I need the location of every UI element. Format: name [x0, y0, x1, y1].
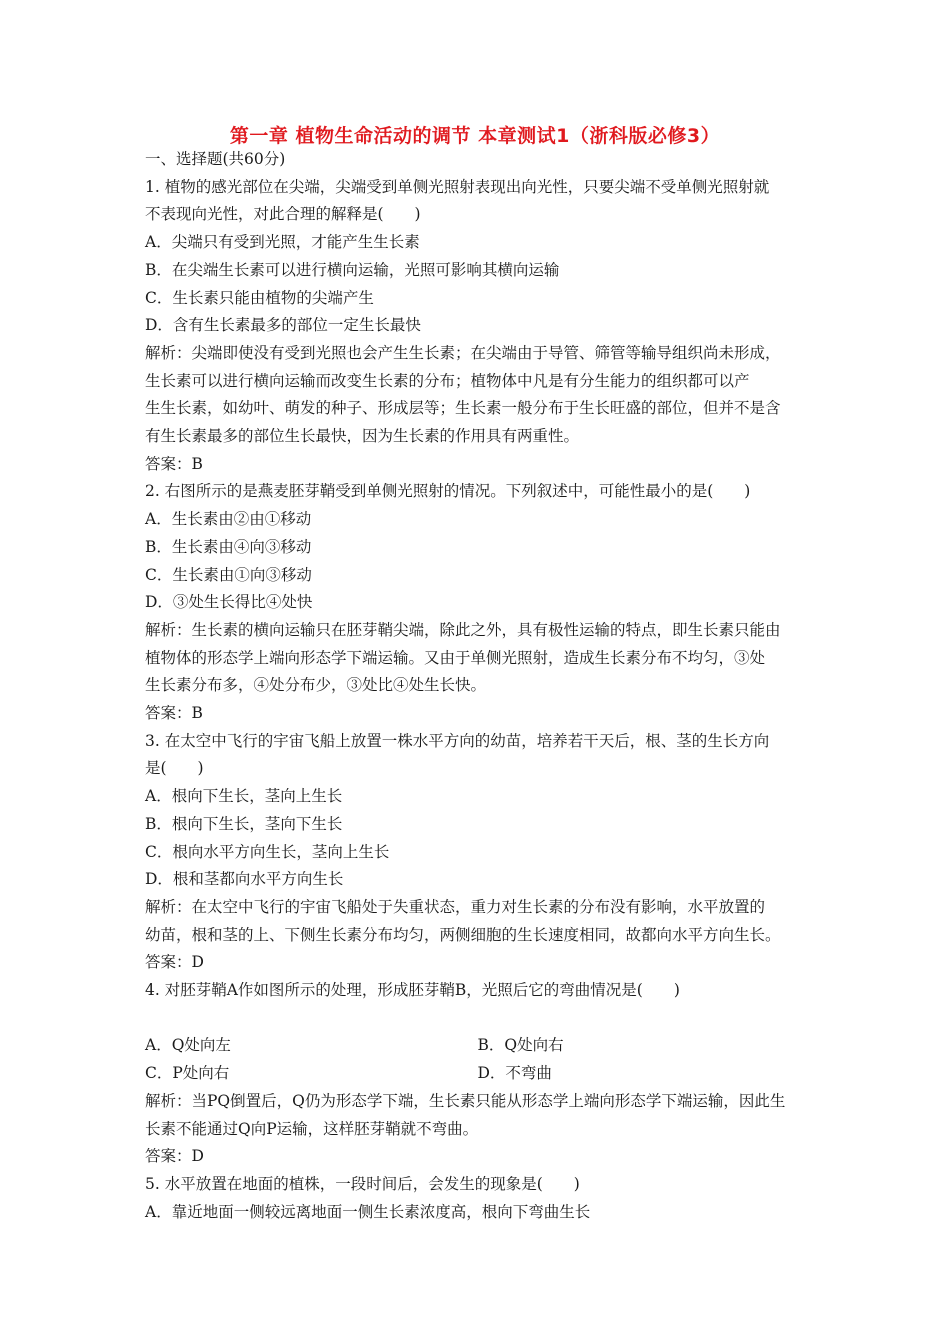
- q2-explanation-line-1: 解析：生长素的横向运输只在胚芽鞘尖端，除此之外，具有极性运输的特点，即生长素只能由: [145, 620, 781, 639]
- q5-option-a: A．靠近地面一侧较远离地面一侧生长素浓度高，根向下弯曲生长: [145, 1202, 591, 1221]
- q1-explanation-line-3: 生生长素，如幼叶、萌发的种子、形成层等；生长素一般分布于生长旺盛的部位，但并不是含: [145, 399, 781, 418]
- q3-option-c: C．根向水平方向生长，茎向上生长: [145, 842, 390, 861]
- q5-stem: 5. 水平放置在地面的植株，一段时间后，会发生的现象是( ): [145, 1175, 580, 1193]
- q1-answer: 答案：B: [145, 454, 203, 473]
- q4-answer: 答案：D: [145, 1147, 204, 1166]
- q4-option-d: D．不弯曲: [477, 1064, 552, 1083]
- q1-option-b: B．在尖端生长素可以进行横向运输，光照可影响其横向运输: [145, 260, 560, 279]
- q1-explanation-line-1: 解析：尖端即使没有受到光照也会产生生长素；在尖端由于导管、筛管等输导组织尚未形成，: [145, 343, 781, 362]
- q2-explanation-line-2: 植物体的形态学上端向形态学下端运输。又由于单侧光照射，造成生长素分布不均匀，③处: [145, 648, 766, 667]
- q3-option-a: A．根向下生长，茎向上生长: [145, 787, 343, 806]
- q2-option-b: B．生长素由④向③移动: [145, 537, 312, 556]
- q2-stem: 2. 右图所示的是燕麦胚芽鞘受到单侧光照射的情况。下列叙述中，可能性最小的是( ): [145, 482, 751, 501]
- q3-option-b: B．根向下生长，茎向下生长: [145, 814, 343, 833]
- q3-explanation-line-1: 解析：在太空中飞行的宇宙飞船处于失重状态，重力对生长素的分布没有影响，水平放置的: [145, 897, 766, 916]
- q1-stem-line-2: 不表现向光性，对此合理的解释是( ): [145, 205, 421, 224]
- q4-explanation-line-1: 解析：当PQ倒置后，Q仍为形态学下端，生长素只能从形态学上端向形态学下端运输，因此生: [145, 1091, 786, 1110]
- document-title: 第一章 植物生命活动的调节 本章测试1（浙科版必修3）: [229, 125, 721, 147]
- q3-explanation-line-2: 幼苗，根和茎的上、下侧生长素分布均匀，两侧细胞的生长速度相同，故都向水平方向生长。: [145, 925, 781, 944]
- q2-option-a: A．生长素由②由①移动: [145, 510, 312, 529]
- section-heading: 一、选择题(共60分): [145, 150, 286, 168]
- q4-options-row-1: [145, 1032, 810, 1060]
- q2-option-d: D．③处生长得比④处快: [145, 593, 313, 612]
- q4-option-c: C．P处向右: [145, 1064, 230, 1083]
- q2-option-c: C．生长素由①向③移动: [145, 565, 312, 584]
- q1-option-a: A．尖端只有受到光照，才能产生生长素: [145, 233, 420, 252]
- q4-option-b: B．Q处向右: [477, 1036, 564, 1055]
- q1-explanation-line-4: 有生长素最多的部位生长最快，因为生长素的作用具有两重性。: [145, 427, 580, 446]
- q1-stem-line-1: 1. 植物的感光部位在尖端，尖端受到单侧光照射表现出向光性，只要尖端不受单侧光照射就: [145, 177, 770, 196]
- q4-stem: 4. 对胚芽鞘A作如图所示的处理，形成胚芽鞘B，光照后它的弯曲情况是( ): [145, 981, 680, 1000]
- q3-stem-line-1: 3. 在太空中飞行的宇宙飞船上放置一株水平方向的幼苗，培养若干天后，根、茎的生长方向: [145, 731, 770, 750]
- q3-option-d: D．根和茎都向水平方向生长: [145, 870, 344, 889]
- q1-option-c: C．生长素只能由植物的尖端产生: [145, 288, 374, 307]
- document-body: [145, 146, 810, 1226]
- q2-explanation-line-3: 生长素分布多，④处分布少，③处比④处生长快。: [145, 676, 487, 695]
- q3-answer: 答案：D: [145, 953, 204, 972]
- q4-option-a: A．Q处向左: [145, 1036, 231, 1055]
- q1-explanation-line-2: 生长素可以进行横向运输而改变生长素的分布；植物体中凡是有分生能力的组织都可以产: [145, 371, 750, 390]
- q3-stem-line-2: 是( ): [145, 759, 204, 778]
- figure-placeholder: [145, 1005, 810, 1033]
- q1-option-d: D．含有生长素最多的部位一定生长最快: [145, 316, 421, 335]
- q2-answer: 答案：B: [145, 704, 203, 723]
- q4-explanation-line-2: 长素不能通过Q向P运输，这样胚芽鞘就不弯曲。: [145, 1119, 479, 1138]
- q4-options-row-2: [145, 1060, 810, 1088]
